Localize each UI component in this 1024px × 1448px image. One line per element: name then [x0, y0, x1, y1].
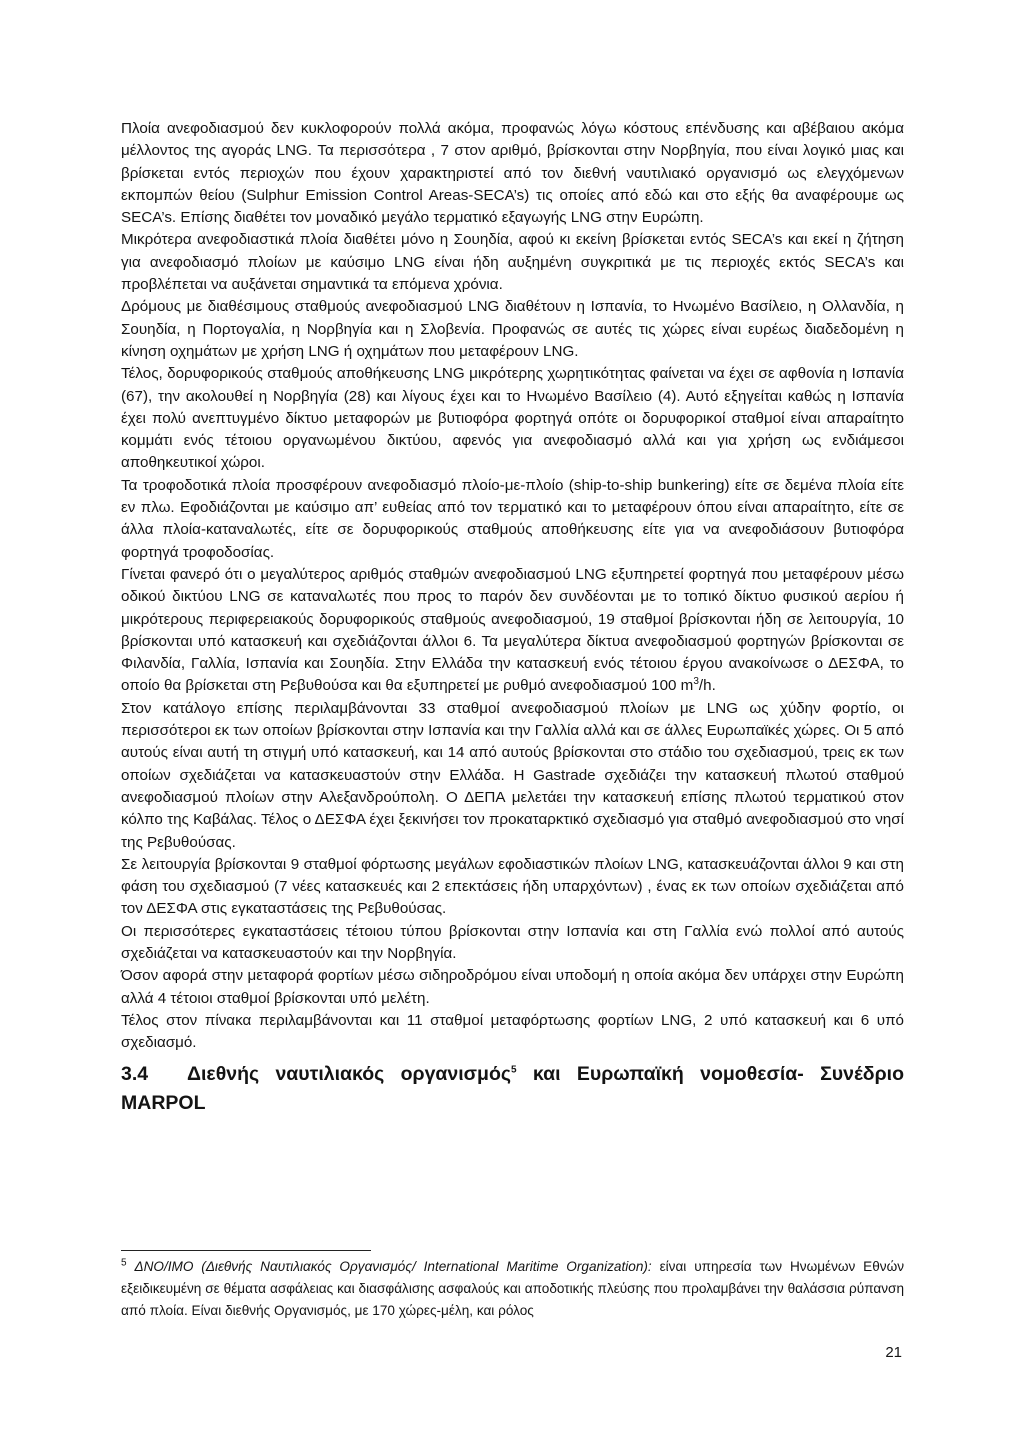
- footnote: [121, 1256, 904, 1322]
- paragraph-truck-stations-text: Γίνεται φανερό ότι ο μεγαλύτερος αριθμός σταθμών ανεφοδιασμού LNG εξυπηρετεί φορτηγά που μεταφέρουν μέσω οδικού δικτύου LNG σε καταναλωτές που προς το παρόν δεν συνδέονται με το τοπικό δίκτυο φυσικού αερίου ή μικρότερους περιφερειακούς δορυφορικούς σταθμούς ανεφοδιασμού, 19 σταθμοί βρίσκονται ήδη σε λειτουργία, 10 βρίσκονται υπό κατασκευή και σχεδιάζονται άλλοι 6. Τα μεγαλύτερα δίκτυα ανεφοδιασμού φορτηγών βρίσκονται σε Φιλανδία, Γαλλία, Ισπανία και Σουηδία. Στην Ελλάδα την κατασκευή ενός τέτοιου έργου ανακοίνωσε ο ΔΕΣΦΑ, το οποίο θα βρίσκεται στη Ρεβυθούσα και θα εξυπηρετεί με ρυθμό ανεφοδιασμού 100 m: [121, 565, 904, 695]
- document-body: [121, 118, 904, 1118]
- paragraph-road-stations: Δρόμους με διαθέσιμους σταθμούς ανεφοδιασμού LNG διαθέτουν η Ισπανία, το Ηνωμένο Βασίλειο, η Ολλανδία, η Σουηδία, η Πορτογαλία, η Νορβηγία και η Σλοβενία. Προφανώς σε αυτές τις χώρες είναι ευρέως διαδεδομένη η κίνηση οχημάτων με χρήση LNG ή οχημάτων που μεταφέρουν LNG.: [121, 298, 904, 360]
- section-heading: [121, 1060, 904, 1118]
- footnote-marker: 5: [121, 1257, 127, 1269]
- footnote-term: ΔΝΟ/ΙΜΟ (Διεθνής Ναυτιλιακός Οργανισμός/ International Maritime Organization):: [134, 1259, 652, 1274]
- paragraph-truck-stations-unit: /h.: [698, 677, 716, 695]
- section-title-part-b: και Ευρωπαϊκή νομοθεσία- Συνέδριο MARPOL: [121, 1063, 904, 1115]
- footnote-reference: 5: [511, 1064, 517, 1076]
- paragraph-feeder-vessels: Τα τροφοδοτικά πλοία προσφέρουν ανεφοδιασμό πλοίο-με-πλοίο (ship-to-ship bunkering) είτε σε δεμένα πλοία είτε εν πλω. Εφοδιάζονται με καύσιμο απ’ ευθείας από τον τερματικό και το μεταφέρουν όπου είναι απαραίτητο, είτε σε άλλα πλοία-καταναλωτές, είτε σε δορυφορικούς σταθμούς αποθήκευσης είτε για να ανεφοδιάσουν βυτιοφόρα φορτηγά τροφοδοσίας.: [121, 476, 904, 561]
- page-number: 21: [885, 1344, 902, 1361]
- paragraph-bunker-vessels: Πλοία ανεφοδιασμού δεν κυκλοφορούν πολλά ακόμα, προφανώς λόγω κόστους επένδυσης και αβέβαιου ακόμα μέλλοντος της αγοράς LNG. Τα περισσότερα , 7 στον αριθμό, βρίσκονται στην Νορβηγία, που είναι λογικό μιας και βρίσκεται εντός περιοχών που έχουν χαρακτηριστεί από τον διεθνή ναυτιλιακό οργανισμό ως ελεγχόμενων εκπομπών θείου (Sulphur Emission Control Areas-SECA’s) τις οποίες από εδώ και στο εξής θα αναφέρουμε ως SECA’s. Επίσης διαθέτει τον μοναδικό μεγάλο τερματικό εξαγωγής LNG στην Ευρώπη.: [121, 120, 904, 227]
- footnote-separator: [121, 1250, 371, 1251]
- paragraph-rail: Όσον αφορά στην μεταφορά φορτίων μέσω σιδηροδρόμου είναι υποδομή η οποία ακόμα δεν υπάρχει στην Ευρώπη αλλά 4 τέτοιοι σταθμοί βρίσκονται υπό μελέτη.: [121, 967, 904, 1007]
- paragraph-satellite-storage: Τέλος, δορυφορικούς σταθμούς αποθήκευσης LNG μικρότερης χωρητικότητας φαίνεται να έχει σε αφθονία η Ισπανία (67), την ακολουθεί η Νορβηγία (28) και λίγους έχει και το Ηνωμένο Βασίλειο (4). Αυτό εξηγείται καθώς η Ισπανία έχει πολύ ανεπτυγμένο δίκτυο μεταφορών με βυτιοφόρα φορτηγά οπότε οι δορυφορικοί σταθμοί είναι απαραίτητο κομμάτι ενός τέτοιου οργανωμένου δικτύου, αφενός για ανεφοδιασμό αλλά και για χρήση ως ενδιάμεσοι αποθηκευτικοί χώροι.: [121, 365, 904, 472]
- paragraph-transshipment: Τέλος στον πίνακα περιλαμβάνονται και 11 σταθμοί μεταφόρτωσης φορτίων LNG, 2 υπό κατασκευή και 6 υπό σχεδιασμό.: [121, 1011, 904, 1052]
- paragraph-spain-france: Οι περισσότερες εγκαταστάσεις τέτοιου τύπου βρίσκονται στην Ισπανία και στη Γαλλία ενώ πολλοί από αυτούς σχεδιάζεται να κατασκευαστούν και την Νορβηγία.: [121, 922, 904, 962]
- paragraph-loading-stations: Σε λειτουργία βρίσκονται 9 σταθμοί φόρτωσης μεγάλων εφοδιαστικών πλοίων LNG, κατασκευάζονται άλλοι 9 και στη φάση του σχεδιασμού (7 νέες κατασκευές και 2 επεκτάσεις ήδη υπαρχόντων) , ένας εκ των οποίων σχεδιάζεται από τον ΔΕΣΦΑ στις εγκαταστάσεις της Ρεβυθούσας.: [121, 855, 904, 918]
- section-number: 3.4: [121, 1063, 149, 1086]
- section-title-part-a: Διεθνής ναυτιλιακός οργανισμός: [187, 1063, 512, 1086]
- paragraph-truck-stations: [121, 564, 904, 698]
- paragraph-ship-stations: Στον κατάλογο επίσης περιλαμβάνονται 33 σταθμοί ανεφοδιασμού πλοίων με LNG ως χύδην φορτίο, οι περισσότεροι εκ των οποίων βρίσκονται στην Ισπανία και την Γαλλία αλλά και σε άλλες Ευρωπαϊκές χώρες. Οι 5 από αυτούς είναι αυτή τη στιγμή υπό κατασκευή, και 14 από αυτούς βρίσκονται στο στάδιο του σχεδιασμού, τρεις εκ των οποίων σχεδιάζεται να κατασκευαστούν στην Ελλάδα. Η Gastrade σχεδιάζει την κατασκευή πλωτού σταθμού ανεφοδιασμού πλοίων στην Αλεξανδρούπολη. Ο ΔΕΠΑ μελετάει την κατασκευή επίσης πλωτού τερματικού στον κόλπο της Καβάλας. Τέλος ο ΔΕΣΦΑ έχει ξεκινήσει τον προκαταρκτικό σχεδιασμό για σταθμό ανεφοδιασμού στο νησί της Ρεβυθούσας.: [121, 699, 904, 851]
- paragraph-small-bunker-vessels: Μικρότερα ανεφοδιαστικά πλοία διαθέτει μόνο η Σουηδία, αφού κι εκείνη βρίσκεται εντός SECA’s και εκεί η ζήτηση για ανεφοδιασμό πλοίων με καύσιμο LNG είναι ήδη αυξημένη συγκριτικά με τις περιοχές εκτός SECA’s και προβλέπεται να αυξάνεται σημαντικά τα επόμενα χρόνια.: [121, 231, 904, 294]
- footnote-text: είναι υπηρεσία των Ηνωμένων Εθνών εξειδικευμένη σε θέματα ασφάλειας και διασφάλισης ασφαλούς και αποδοτικής πλεύσης που προλαμβάνει την θαλάσσια ρύπανση από πλοία. Είναι διεθνής Οργανισμός, με 170 χώρες-μέλη, και ρόλος: [121, 1259, 905, 1318]
- cubic-superscript: 3: [693, 676, 699, 688]
